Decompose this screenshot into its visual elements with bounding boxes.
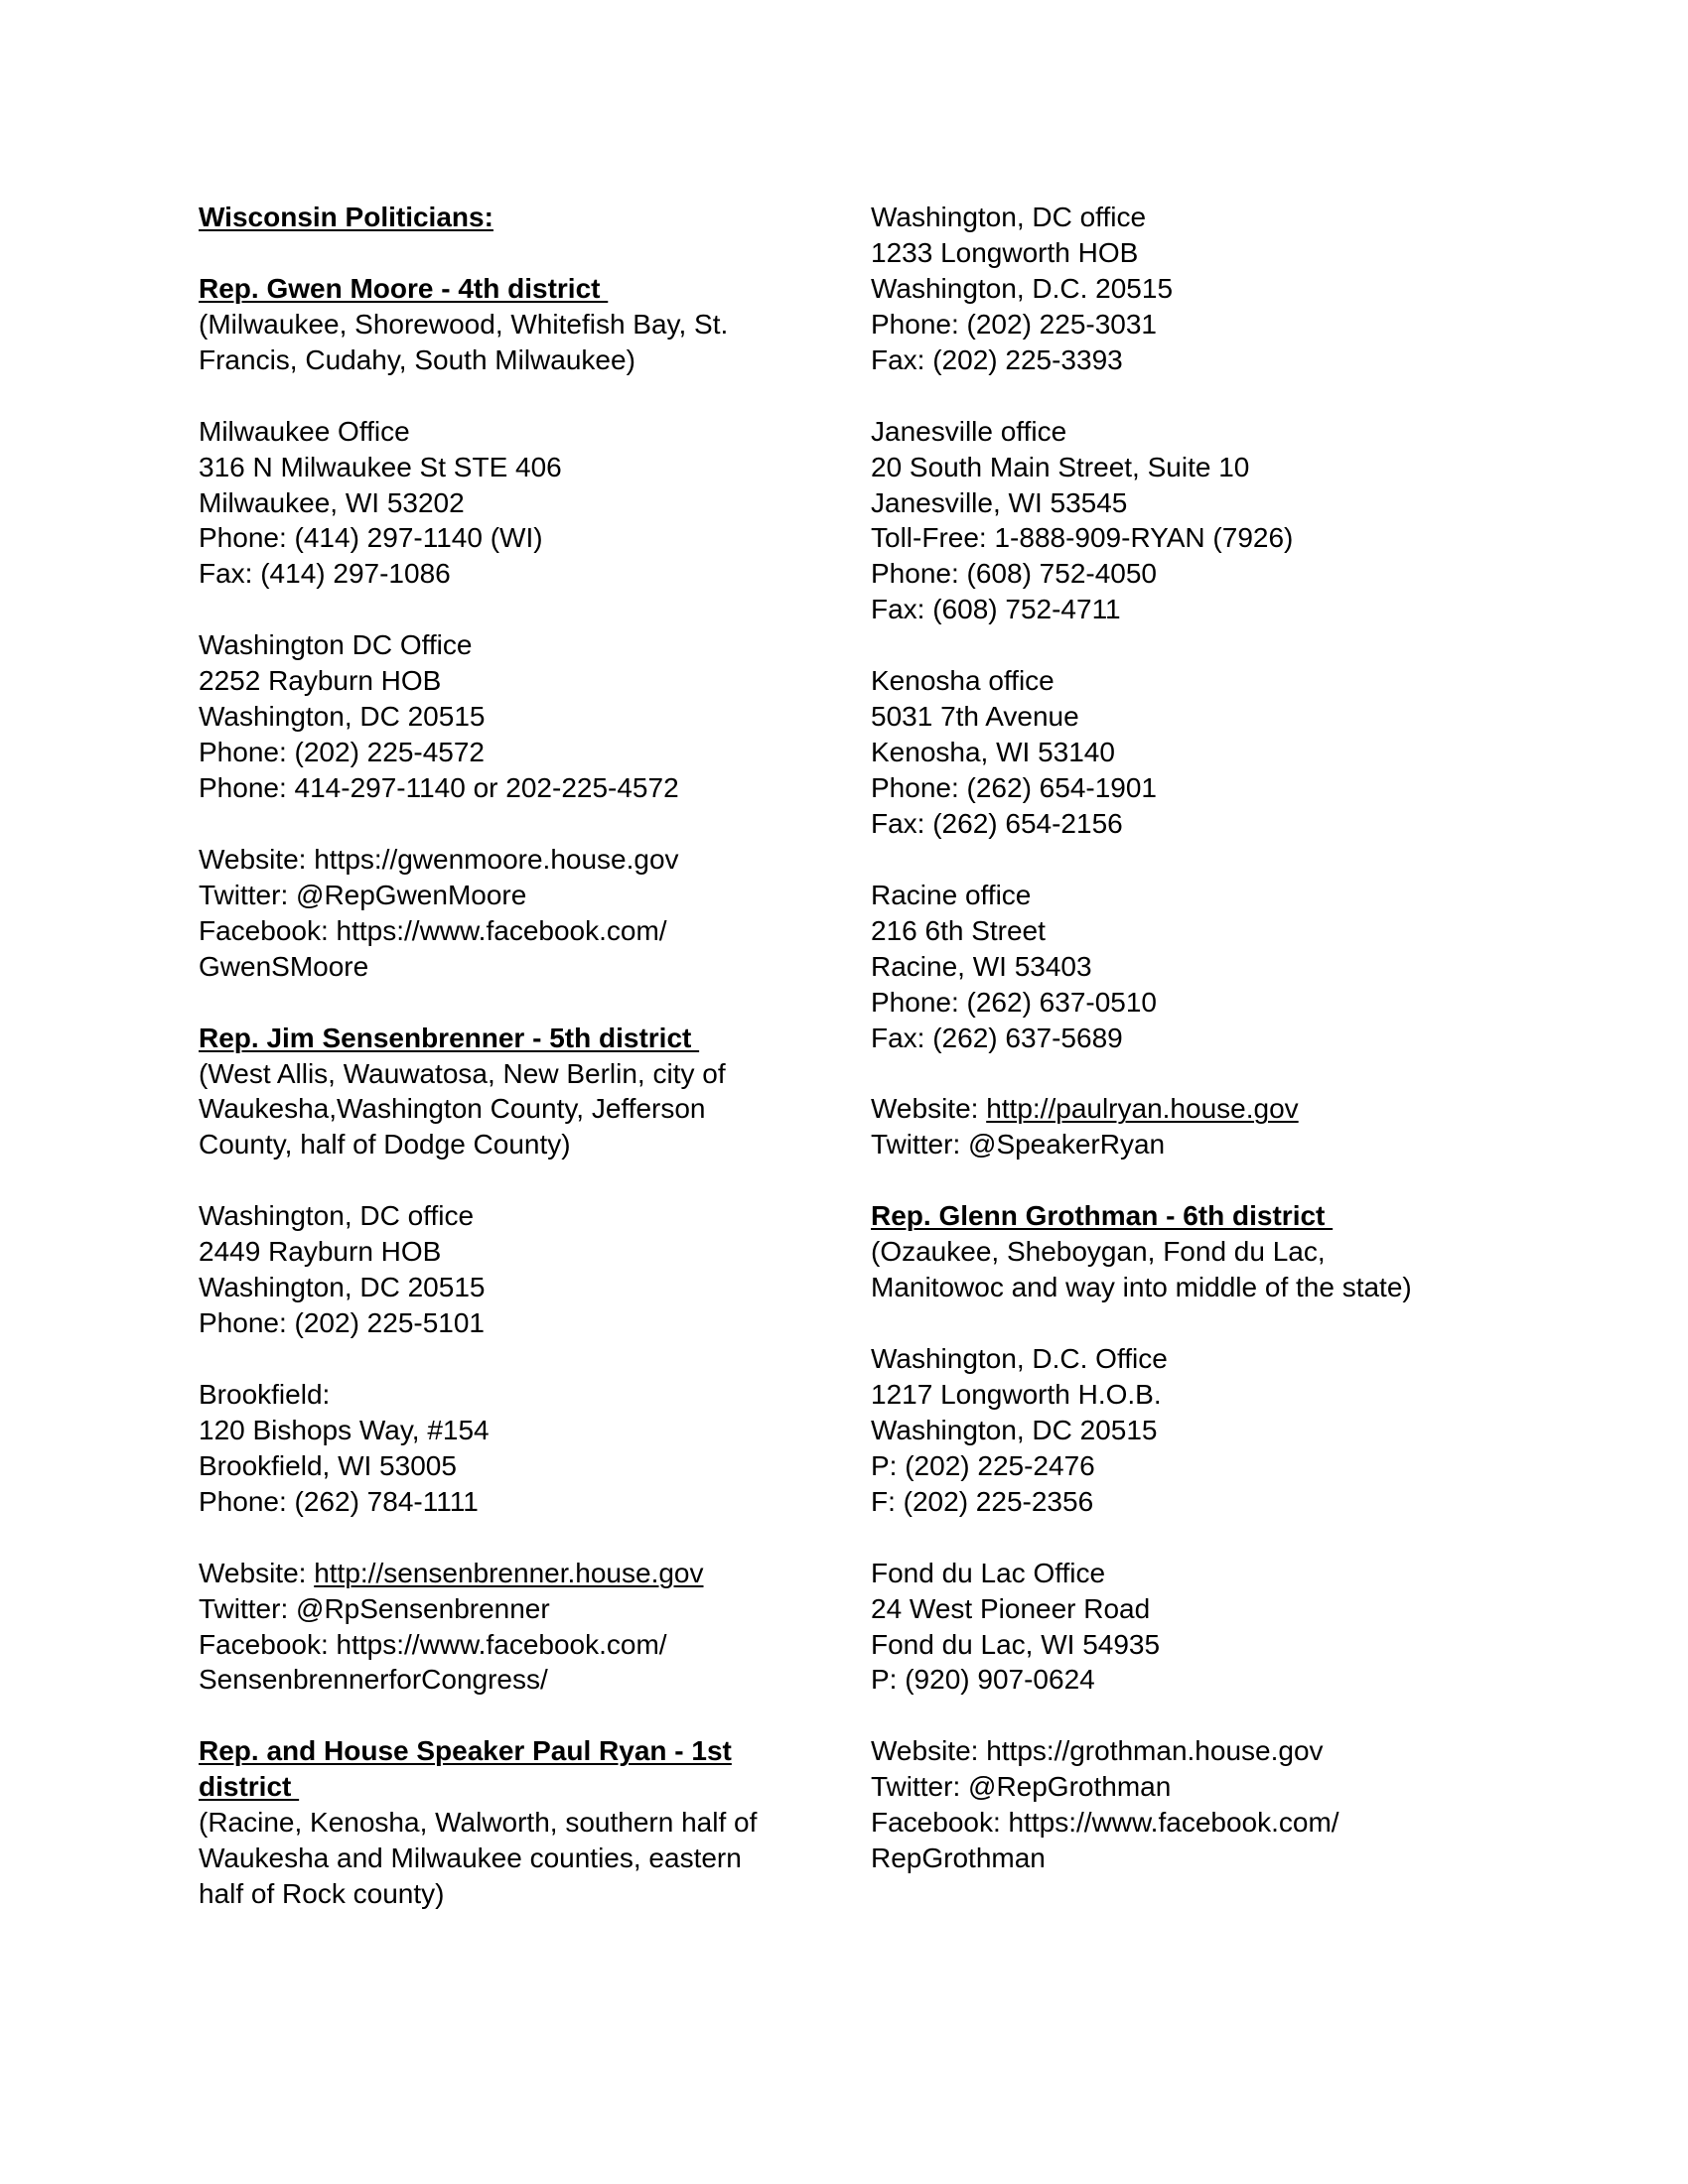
office-fax: Fax: (608) 752-4711 <box>871 594 1121 625</box>
office-phone: Phone: (262) 637-0510 <box>871 986 1157 1018</box>
grothman-section <box>871 1198 1506 1876</box>
sensenbrenner-dc-office <box>199 1198 834 1341</box>
spacer <box>871 627 1506 663</box>
office-address: 316 N Milwaukee St STE 406 <box>199 451 562 482</box>
spacer <box>871 842 1506 878</box>
office-name: Racine office <box>871 879 1032 910</box>
office-name: Janesville office <box>871 415 1067 447</box>
office-name: Washington, D.C. Office <box>871 1343 1168 1374</box>
office-phone: Phone: (414) 297-1140 (WI) <box>199 522 543 554</box>
moore-section <box>199 271 834 985</box>
office-name: Washington, DC office <box>199 1200 475 1232</box>
office-fax: Fax: (262) 637-5689 <box>871 1022 1123 1053</box>
office-address: 5031 7th Avenue <box>871 701 1079 733</box>
office-address: 24 West Pioneer Road <box>871 1592 1151 1624</box>
sensenbrenner-area-line: County, half of Dodge County) <box>199 1129 571 1160</box>
moore-milwaukee-office <box>199 414 834 593</box>
office-phone: Phone: (262) 654-1901 <box>871 772 1157 803</box>
sensenbrenner-facebook-cont: SensenbrennerforCongress/ <box>199 1664 548 1696</box>
ryan-kenosha-office <box>871 663 1506 842</box>
spacer <box>871 378 1506 414</box>
office-phone: Phone: (202) 225-4572 <box>199 737 485 768</box>
spacer <box>199 1698 834 1733</box>
spacer <box>199 985 834 1021</box>
sensenbrenner-area-line: (West Allis, Wauwatosa, New Berlin, city of <box>199 1057 726 1089</box>
sensenbrenner-section <box>199 1021 834 1699</box>
office-address: 2252 Rayburn HOB <box>199 665 442 697</box>
office-fax: F: (202) 225-2356 <box>871 1485 1094 1517</box>
office-phone-alt: Phone: 414-297-1140 or 202-225-4572 <box>199 772 679 803</box>
sensenbrenner-brookfield-office <box>199 1377 834 1520</box>
moore-website: Website: https://gwenmoore.house.gov <box>199 843 679 875</box>
sensenbrenner-area-line: Waukesha,Washington County, Jefferson <box>199 1093 706 1125</box>
grothman-area-line: (Ozaukee, Sheboygan, Fond du Lac, <box>871 1236 1326 1268</box>
sensenbrenner-facebook: Facebook: https://www.facebook.com/ <box>199 1628 667 1660</box>
sensenbrenner-website-link[interactable]: http://sensenbrenner.house.gov <box>314 1557 704 1588</box>
ryan-area-line: Waukesha and Milwaukee counties, eastern <box>199 1843 742 1874</box>
office-city: Washington, DC 20515 <box>199 1272 486 1303</box>
ryan-area-line: (Racine, Kenosha, Walworth, southern half of <box>199 1807 758 1839</box>
website-label: Website: <box>871 1093 987 1125</box>
office-name: Kenosha office <box>871 665 1055 697</box>
moore-area-line: (Milwaukee, Shorewood, Whitefish Bay, St. <box>199 308 729 340</box>
office-city: Washington, DC 20515 <box>199 701 486 733</box>
office-phone: Phone: (202) 225-5101 <box>199 1307 485 1339</box>
ryan-dc-office <box>871 200 1506 378</box>
spacer <box>871 1698 1506 1733</box>
office-city: Milwaukee, WI 53202 <box>199 486 465 518</box>
spacer <box>199 235 834 271</box>
office-phone: P: (920) 907-0624 <box>871 1664 1095 1696</box>
ryan-website-link[interactable]: http://paulryan.house.gov <box>986 1093 1299 1125</box>
sensenbrenner-website <box>199 1556 834 1591</box>
office-city: Racine, WI 53403 <box>871 950 1092 982</box>
office-fax: Fax: (262) 654-2156 <box>871 807 1123 839</box>
ryan-twitter: Twitter: @SpeakerRyan <box>871 1129 1166 1160</box>
office-city: Brookfield, WI 53005 <box>199 1449 457 1481</box>
office-fax: Fax: (202) 225-3393 <box>871 343 1123 375</box>
office-name: Fond du Lac Office <box>871 1557 1106 1588</box>
grothman-fond-du-lac-office <box>871 1556 1506 1699</box>
grothman-facebook-cont: RepGrothman <box>871 1843 1046 1874</box>
ryan-section-offices <box>871 200 1506 1162</box>
website-label: Website: <box>199 1557 315 1588</box>
office-address: 2449 Rayburn HOB <box>199 1236 442 1268</box>
office-address: 120 Bishops Way, #154 <box>199 1414 490 1445</box>
spacer <box>199 1520 834 1556</box>
spacer <box>199 1341 834 1377</box>
ryan-racine-office <box>871 878 1506 1056</box>
grothman-website: Website: https://grothman.house.gov <box>871 1735 1324 1767</box>
grothman-twitter: Twitter: @RepGrothman <box>871 1771 1172 1803</box>
office-name: Milwaukee Office <box>199 415 410 447</box>
ryan-area-line: half of Rock county) <box>199 1878 445 1910</box>
grothman-facebook: Facebook: https://www.facebook.com/ <box>871 1807 1339 1839</box>
ryan-heading: Rep. and House Speaker Paul Ryan - 1st <box>199 1735 732 1767</box>
office-address: 20 South Main Street, Suite 10 <box>871 451 1250 482</box>
office-city: Washington, D.C. 20515 <box>871 272 1174 304</box>
ryan-website <box>871 1091 1506 1127</box>
ryan-heading-cont: district <box>199 1771 300 1803</box>
spacer <box>871 1056 1506 1092</box>
office-city: Washington, DC 20515 <box>871 1414 1158 1445</box>
office-phone: Phone: (608) 752-4050 <box>871 558 1157 590</box>
moore-area-line: Francis, Cudahy, South Milwaukee) <box>199 343 635 375</box>
office-city: Fond du Lac, WI 54935 <box>871 1628 1161 1660</box>
left-column <box>199 200 834 1912</box>
office-phone: Phone: (202) 225-3031 <box>871 308 1157 340</box>
grothman-area-line: Manitowoc and way into middle of the state) <box>871 1272 1412 1303</box>
spacer <box>871 1520 1506 1556</box>
office-fax: Fax: (414) 297-1086 <box>199 558 451 590</box>
moore-twitter: Twitter: @RepGwenMoore <box>199 879 527 910</box>
moore-heading: Rep. Gwen Moore - 4th district <box>199 272 609 304</box>
office-name: Washington, DC office <box>871 202 1147 232</box>
spacer <box>199 806 834 842</box>
right-column <box>871 200 1506 1876</box>
office-name: Washington DC Office <box>199 629 473 661</box>
moore-facebook: Facebook: https://www.facebook.com/ <box>199 914 667 946</box>
spacer <box>871 1162 1506 1198</box>
spacer <box>199 592 834 627</box>
office-address: 216 6th Street <box>871 914 1046 946</box>
office-phone: Phone: (262) 784-1111 <box>199 1485 479 1517</box>
spacer <box>199 1162 834 1198</box>
spacer <box>871 1305 1506 1341</box>
moore-dc-office <box>199 627 834 806</box>
office-phone: P: (202) 225-2476 <box>871 1449 1095 1481</box>
grothman-dc-office <box>871 1341 1506 1520</box>
sensenbrenner-twitter: Twitter: @RpSensenbrenner <box>199 1592 550 1624</box>
office-tollfree: Toll-Free: 1-888-909-RYAN (7926) <box>871 522 1294 554</box>
office-name: Brookfield: <box>199 1378 331 1410</box>
document-title: Wisconsin Politicians: <box>199 202 493 232</box>
office-address: 1233 Longworth HOB <box>871 236 1139 268</box>
grothman-heading: Rep. Glenn Grothman - 6th district <box>871 1200 1334 1232</box>
ryan-section-header <box>199 1733 834 1912</box>
sensenbrenner-heading: Rep. Jim Sensenbrenner - 5th district <box>199 1022 700 1053</box>
office-address: 1217 Longworth H.O.B. <box>871 1378 1162 1410</box>
ryan-janesville-office <box>871 414 1506 628</box>
spacer <box>199 378 834 414</box>
moore-facebook-cont: GwenSMoore <box>199 950 369 982</box>
office-city: Janesville, WI 53545 <box>871 486 1128 518</box>
office-city: Kenosha, WI 53140 <box>871 737 1115 768</box>
